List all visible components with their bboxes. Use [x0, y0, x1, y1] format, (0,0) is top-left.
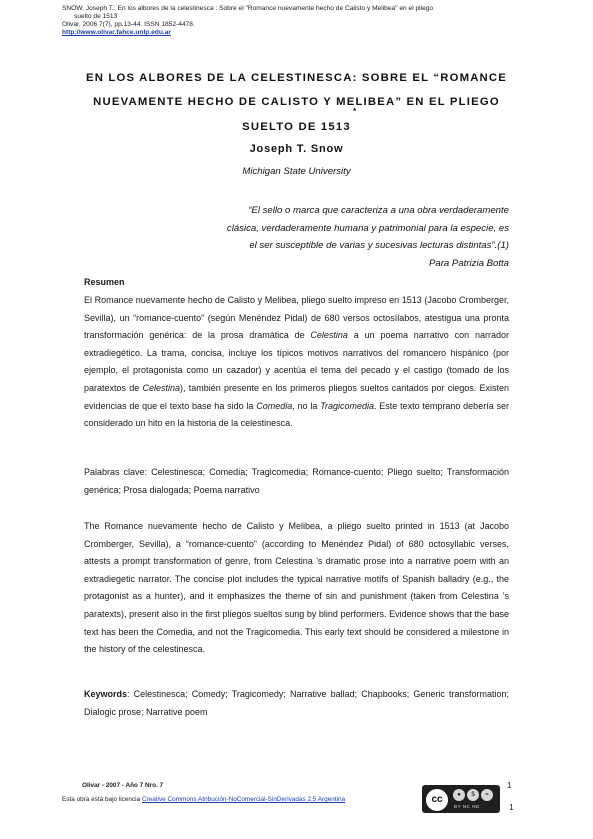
cc-license-labels: BY NC ND — [454, 804, 480, 809]
author-affiliation: Michigan State University — [242, 166, 351, 177]
footer-license — [62, 796, 422, 803]
palabras-clave-label: Palabras clave: — [84, 467, 148, 477]
resumen-emphasis-1: Celestina — [310, 330, 348, 341]
resumen-heading: Resumen — [84, 277, 125, 287]
creative-commons-badge[interactable] — [422, 785, 500, 813]
citation-line-2: suelto de 1513 — [74, 13, 118, 20]
author-name: Joseph T. Snow — [249, 143, 344, 155]
cc-icon: cc — [425, 788, 449, 812]
resumen-text-2: a un poema narrativo con narrador extradiegético. La trama, concisa, incluye los típicos motivos narrativos del romancero hispánico (por ejemplo, el protagonista como un cazador) y acentúa el tema del pecado y el castigo (tomado de los paratextos de — [84, 330, 509, 393]
article-title-line-1: EN LOS ALBORES DE LA CELESTINESCA: SOBRE EL “ROMANCE — [86, 72, 507, 84]
article-title-line-3: SUELTO DE 1513 — [242, 121, 351, 133]
journal-url-link[interactable]: http://www.olivar.fahce.unlp.edu.ar — [62, 29, 171, 36]
citation-line-1: SNOW, Joseph T.: En los albores de la celestinesca : Sobre el "Romance nuevamente hecho de Calisto y Melibea" en el pliego — [62, 5, 434, 12]
epigraph-dedication: Para Patrizia Botta — [429, 257, 509, 269]
epigraph-line-1: “El sello o marca que caracteriza a una obra verdaderamente — [248, 205, 509, 216]
citation-header — [62, 5, 532, 37]
citation-line-3: Olivar, 2006 7(7), pp.13-44. ISSN 1852-4478. — [62, 21, 195, 28]
epigraph-line-2: clásica, verdaderamente humana y patrimonial para la especie, es — [226, 222, 509, 234]
resumen-text-1: El Romance nuevamente hecho de Calisto y Melibea, pliego suelto impreso en 1513 (Jacobo Cromberger, Sevilla), un “romance-cuento” (según Menéndez Pidal) de 680 versos octosílabos, atestigua una pronta transformación genérica: de la prosa dramática de — [84, 295, 509, 341]
keywords — [84, 686, 509, 721]
resumen-emphasis-2: Celestina — [142, 382, 180, 393]
nc-icon: $ — [467, 789, 479, 801]
title-footnote-mark: * — [353, 107, 357, 116]
palabras-clave — [84, 464, 509, 499]
footer-journal: Olivar - 2007 - Año 7 Nro. 7 — [82, 782, 164, 789]
page-number-bottom: 1 — [509, 802, 514, 812]
article-title-line-2: NUEVAMENTE HECHO DE CALISTO Y MELIBEA” EN EL PLIEGO — [93, 96, 500, 108]
license-link[interactable]: Creative Commons Atribución-NoComercial-SinDerivadas 2.5 Argentina — [141, 796, 346, 803]
resumen-text-4: , no la — [292, 400, 321, 411]
resumen-emphasis-3: Comedia — [256, 400, 293, 411]
resumen-paragraph — [84, 292, 509, 433]
license-prefix: Esta obra está bajo licencia — [62, 796, 142, 803]
resumen-text-5: . Este texto temprano debería ser considerado un hito en la historia de la celestinesca. — [84, 400, 509, 429]
resumen-text-3: ), también presente en los primeros pliegos sueltos cantados por ciegos. Existen evidencias de que el texto base ha sido la — [84, 382, 509, 411]
by-icon: ● — [453, 789, 465, 801]
epigraph — [179, 202, 509, 272]
epigraph-line-3: el ser susceptible de varias y sucesivas lecturas distintas”.(1) — [249, 240, 509, 251]
palabras-clave-text: Celestinesca; Comedia; Tragicomedia; Romance-cuento; Pliego suelto; Transformación genérica; Prosa dialogada; Poema narrativo — [84, 467, 509, 495]
abstract-paragraph: The Romance nuevamente hecho de Calisto y Melibea, a pliego suelto printed in 1513 (at Jacobo Cromberger, Sevilla), a “romance-cuento” (according to Menéndez Pidal) of 680 octosyllabic verses, attests a prompt transformation of genre, from Celestina ’s dramatic prose into a narrative poem with an extradiegetic narrator. The concise plot includes the typical narrative motifs of Spanish balladry (e.g., the protagonist as a hunter), and it emphasizes the theme of sin and punishment (taken from Celestina ’s paratexts), present also in the first pliegos sueltos sung by blind performers. Evidence shows that the base text has been the Comedia, and not the Tragicomedia. This early text should be considered a milestone in the history of the celestinesca. — [84, 521, 509, 655]
nd-icon: = — [481, 789, 493, 801]
keywords-label: Keywords — [84, 689, 128, 699]
resumen-emphasis-4: Tragicomedia — [320, 400, 374, 411]
footer-page-number: 1 — [507, 781, 512, 790]
keywords-text: : Celestinesca; Comedy; Tragicomedy; Narrative ballad; Chapbooks; Generic transformation; Dialogic prose; Narrative poem — [84, 689, 509, 717]
